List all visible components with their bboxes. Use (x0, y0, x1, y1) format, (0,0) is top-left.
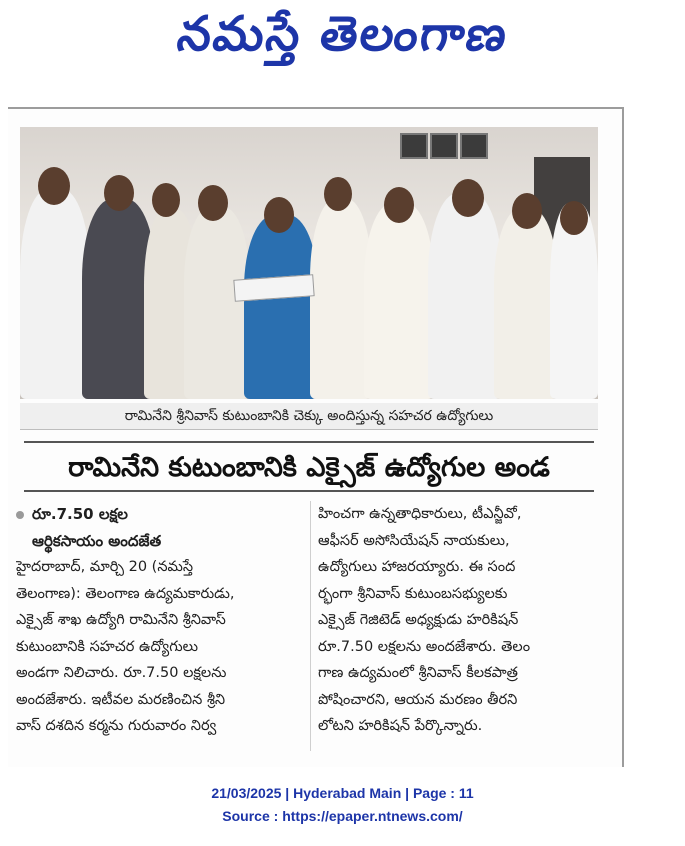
clipping-border-right (622, 107, 624, 767)
person-figure (494, 209, 558, 399)
article-line: గాణ ఉద్యమంలో శ్రీనివాస్ కీలకపాత్ర (318, 665, 518, 681)
article-line: తెలంగాణ): తెలంగాణ ఉద్యమకారుడు, (16, 585, 235, 602)
wall-photo-frame (400, 133, 428, 159)
headline-rule-bottom (24, 490, 594, 492)
person-head (198, 185, 228, 221)
person-head (560, 201, 588, 235)
highlight-text: రూ.7.50 లక్షల (32, 505, 128, 523)
bullet-icon (16, 511, 24, 519)
masthead (0, 0, 685, 80)
article-line: వాస్ దశదిన కర్మను గురువారం నిర్వ (16, 718, 217, 734)
person-figure (20, 189, 90, 399)
edition-info: 21/03/2025 | Hyderabad Main | Page : 11 (211, 785, 474, 801)
article-line: హించగా ఉన్నతాధికారులు, టీఎన్జీవో, (318, 506, 522, 522)
person-head (152, 183, 180, 217)
article-line: ఆఫీసర్ అసోసియేషన్ నాయకులు, (318, 532, 510, 549)
column-divider (310, 501, 311, 751)
newspaper-title: నమస్తే తెలంగాణ (174, 6, 513, 62)
person-figure (310, 199, 372, 399)
article-column-left (16, 501, 304, 740)
person-head (384, 187, 414, 223)
person-head (264, 197, 294, 233)
article-line: పోషించారని, ఆయన మరణం తీరని (318, 691, 518, 708)
person-figure (428, 193, 502, 399)
wall-photo-frame (430, 133, 458, 159)
person-figure (244, 215, 318, 399)
highlight-line (16, 501, 304, 528)
highlight-line: ఆర్థికసాయం అందజేత (32, 531, 162, 550)
source-link[interactable]: Source : https://epaper.ntnews.com/ (222, 808, 463, 824)
article-line: ఎక్సైజ్ గెజిటెడ్ అధ్యక్షుడు హరికిషన్ (318, 612, 519, 628)
clipping-border-top (8, 107, 624, 109)
wall-photo-frame (460, 133, 488, 159)
article-line: ర్భంగా శ్రీనివాస్ కుటుంబసభ్యులకు (318, 585, 508, 602)
footer (0, 782, 685, 828)
news-photo (20, 127, 598, 399)
article-line: ఉద్యోగులు హాజరయ్యారు. ఈ సంద (318, 559, 516, 575)
person-head (452, 179, 484, 217)
article-line: అందజేశారు. ఇటీవల మరణించిన శ్రీని (16, 691, 226, 708)
person-figure (184, 207, 250, 399)
person-head (512, 193, 542, 229)
article-line: హైదరాబాద్, మార్చి 20 (నమస్తే (16, 559, 194, 575)
person-head (104, 175, 134, 211)
article-line: రూ.7.50 లక్షలను అందజేశారు. తెలం (318, 638, 531, 655)
article-column-right (318, 501, 606, 740)
person-figure (364, 203, 434, 399)
photo-caption: రామినేని శ్రీనివాస్ కుటుంబానికి చెక్కు అందిస్తున్న సహచర ఉద్యోగులు (20, 403, 598, 430)
headline-rule-top (24, 441, 594, 443)
news-clipping (8, 107, 624, 767)
person-head (324, 177, 352, 211)
article-headline: రామినేని కుటుంబానికి ఎక్సైజ్ ఉద్యోగుల అండ (68, 452, 550, 483)
person-head (38, 167, 70, 205)
article-line: కుటుంబానికి సహచర ఉద్యోగులు (16, 638, 198, 655)
article-line: లోటని హరికిషన్ పేర్కొన్నారు. (318, 718, 483, 734)
article-line: ఎక్సైజ్ శాఖ ఉద్యోగి రామినేని శ్రీనివాస్ (16, 612, 226, 628)
article-line: అండగా నిలిచారు. రూ.7.50 లక్షలను (16, 665, 227, 681)
